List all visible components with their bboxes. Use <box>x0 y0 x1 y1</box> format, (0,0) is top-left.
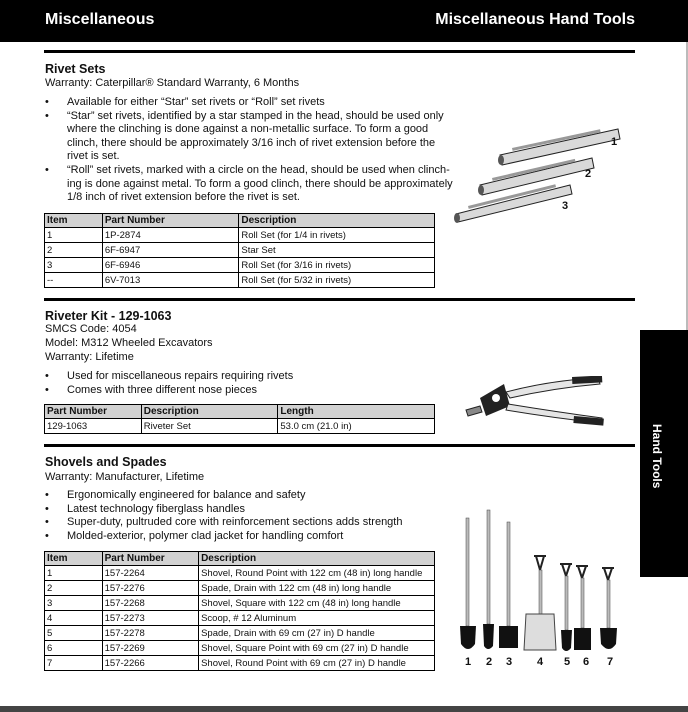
table-header-row <box>45 405 435 419</box>
riveter-kit-table <box>44 404 435 434</box>
table-header-row <box>45 552 435 566</box>
bullet-text: ing is done against metal. To form a good clinch, there should be approximately <box>67 177 453 190</box>
table-row <box>45 596 435 611</box>
column-header: Part Number <box>45 405 142 419</box>
bullet-dot: • <box>45 529 49 542</box>
table-row <box>45 581 435 596</box>
bullet-text: Latest technology fiberglass handles <box>67 502 245 515</box>
rivet-sets-table <box>44 213 435 288</box>
table-cell: 3 <box>45 596 103 611</box>
table-cell: 1 <box>45 566 103 581</box>
table-cell: 157-2264 <box>102 566 198 581</box>
table-cell: 5 <box>45 626 103 641</box>
table-cell: 2 <box>45 243 103 258</box>
column-header: Description <box>239 214 435 228</box>
shovels-warranty: Warranty: Manufacturer, Lifetime <box>45 471 205 483</box>
table-cell: 157-2276 <box>102 581 198 596</box>
bullet-text: rivet is set. <box>67 150 120 163</box>
bullet-dot: • <box>45 370 49 382</box>
table-cell: 157-2266 <box>102 656 198 671</box>
table-row <box>45 273 435 288</box>
side-tab-hand-tools[interactable] <box>640 330 688 577</box>
table-cell: 6F-6947 <box>102 243 239 258</box>
rivet-sets-title: Rivet Sets <box>45 62 106 76</box>
section-title: Miscellaneous <box>45 11 155 28</box>
bullet-text: “Star” set rivets, identified by a star stamped in the head, should be used only <box>67 109 444 122</box>
bullet-text: Comes with three different nose pieces <box>67 383 257 396</box>
table-row <box>45 611 435 626</box>
table-row <box>45 566 435 581</box>
scoop-4 <box>524 556 556 650</box>
bullet-item <box>45 516 402 530</box>
table-row <box>45 228 435 243</box>
bullet-text: Molded-exterior, polymer clad jacket for handling comfort <box>67 529 344 542</box>
table-cell: 53.0 cm (21.0 in) <box>278 419 435 434</box>
bullet-dot: • <box>45 489 49 501</box>
table-cell: 7 <box>45 656 103 671</box>
bullet-item <box>45 503 402 517</box>
rivet-sets-bullets <box>45 96 453 205</box>
bullet-dot: • <box>45 96 49 108</box>
table-cell: Shovel, Square Point with 69 cm (27 in) D handle <box>199 641 435 656</box>
shovel-6 <box>574 566 591 650</box>
table-row <box>45 656 435 671</box>
table-row <box>45 626 435 641</box>
table-row <box>45 641 435 656</box>
rivet-sets-image <box>452 110 632 225</box>
riveter-kit-bullets <box>45 370 293 397</box>
column-header: Item <box>45 552 103 566</box>
bullet-text: “Roll” set rivets, marked with a circle on the head, should be used when clinch- <box>67 163 450 176</box>
image-label: 3 <box>506 656 513 668</box>
shovels-bullets <box>45 489 402 543</box>
table-cell: 6 <box>45 641 103 656</box>
table-cell: Star Set <box>239 243 435 258</box>
table-cell: 2 <box>45 581 103 596</box>
bullet-item <box>45 384 293 398</box>
bullet-dot: • <box>45 109 49 122</box>
rivet-sets-warranty: Warranty: Caterpillar® Standard Warranty, 6 Months <box>45 77 300 89</box>
column-header: Length <box>278 405 435 419</box>
table-cell: Riveter Set <box>141 419 278 434</box>
table-row <box>45 243 435 258</box>
image-label: 7 <box>607 656 614 668</box>
section-rule <box>44 444 635 447</box>
table-cell: Roll Set (for 5/32 in rivets) <box>239 273 435 288</box>
section-rule <box>44 50 635 53</box>
bullet-item <box>45 370 293 384</box>
table-cell: 157-2278 <box>102 626 198 641</box>
table-cell: Scoop, # 12 Aluminum <box>199 611 435 626</box>
chapter-title: Miscellaneous Hand Tools <box>435 11 635 28</box>
bullet-text: clinch, there should be approximately 3/16 inch of rivet extension before the <box>67 136 436 149</box>
image-label: 4 <box>537 656 544 668</box>
shovels-image <box>452 508 632 656</box>
bullet-text: Super-duty, pultruded core with reinforcement sections adds strength <box>67 516 403 529</box>
shovel-7 <box>600 568 617 649</box>
riveter-image <box>462 376 612 426</box>
table-cell: 157-2273 <box>102 611 198 626</box>
section-rule <box>44 298 635 301</box>
table-header-row <box>45 214 435 228</box>
table-cell: Shovel, Round Point with 69 cm (27 in) D handle <box>199 656 435 671</box>
bullet-text: where the clinching is done against a non-metallic surface. To form a good <box>67 123 429 136</box>
table-cell: Roll Set (for 1/4 in rivets) <box>239 228 435 243</box>
table-cell: -- <box>45 273 103 288</box>
table-cell: 6F-6946 <box>102 258 239 273</box>
bullet-item <box>45 96 453 110</box>
table-cell: 1P-2874 <box>102 228 239 243</box>
table-cell: Shovel, Round Point with 122 cm (48 in) long handle <box>199 566 435 581</box>
bullet-text: 1/8 inch of rivet extension before the rivet is set. <box>67 191 300 204</box>
bullet-item <box>45 530 402 544</box>
table-cell: 3 <box>45 258 103 273</box>
table-row <box>45 419 435 434</box>
table-cell: 157-2268 <box>102 596 198 611</box>
bullet-item <box>45 489 402 503</box>
table-cell: 4 <box>45 611 103 626</box>
riveter-kit-warranty: Warranty: Lifetime <box>45 351 134 363</box>
table-row <box>45 258 435 273</box>
bullet-dot: • <box>45 163 49 176</box>
side-tab-label: Hand Tools <box>650 424 664 489</box>
bullet-text: Used for miscellaneous repairs requiring rivets <box>67 370 294 382</box>
shovels-title: Shovels and Spades <box>45 455 167 469</box>
table-cell: Spade, Drain with 69 cm (27 in) D handle <box>199 626 435 641</box>
bullet-text: Ergonomically engineered for balance and safety <box>67 489 306 501</box>
page-bottom-edge <box>0 706 688 712</box>
shovels-table <box>44 551 435 671</box>
table-cell: Shovel, Square with 122 cm (48 in) long handle <box>199 596 435 611</box>
bullet-text: Available for either “Star” set rivets or “Roll” set rivets <box>67 96 325 108</box>
column-header: Description <box>141 405 278 419</box>
image-label: 1 <box>611 136 618 148</box>
image-label: 1 <box>465 656 472 668</box>
bullet-dot: • <box>45 383 49 396</box>
table-cell: 6V-7013 <box>102 273 239 288</box>
column-header: Description <box>199 552 435 566</box>
riveter-kit-title: Riveter Kit - 129-1063 <box>45 309 172 323</box>
table-cell: 1 <box>45 228 103 243</box>
spade-5 <box>560 564 572 651</box>
table-cell: 129-1063 <box>45 419 142 434</box>
image-label: 5 <box>564 656 571 668</box>
table-cell: Spade, Drain with 122 cm (48 in) long handle <box>199 581 435 596</box>
spade-2 <box>483 510 494 649</box>
shovel-3 <box>499 522 518 648</box>
table-cell: Roll Set (for 3/16 in rivets) <box>239 258 435 273</box>
shovel-1 <box>460 518 476 649</box>
bullet-item <box>45 164 453 205</box>
bullet-dot: • <box>45 502 49 515</box>
image-label: 2 <box>486 656 493 668</box>
column-header: Item <box>45 214 103 228</box>
image-label: 3 <box>562 200 569 212</box>
image-label: 6 <box>583 656 590 668</box>
page-header <box>0 0 688 42</box>
riveter-kit-model: Model: M312 Wheeled Excavators <box>45 337 213 349</box>
rivet-set-tool-1 <box>498 129 620 165</box>
column-header: Part Number <box>102 552 198 566</box>
rivet-set-tool-3 <box>454 184 572 223</box>
table-cell: 157-2269 <box>102 641 198 656</box>
riveter-kit-smcs: SMCS Code: 4054 <box>45 323 137 335</box>
bullet-item <box>45 110 453 164</box>
column-header: Part Number <box>102 214 239 228</box>
bullet-dot: • <box>45 516 49 529</box>
image-label: 2 <box>585 168 592 180</box>
